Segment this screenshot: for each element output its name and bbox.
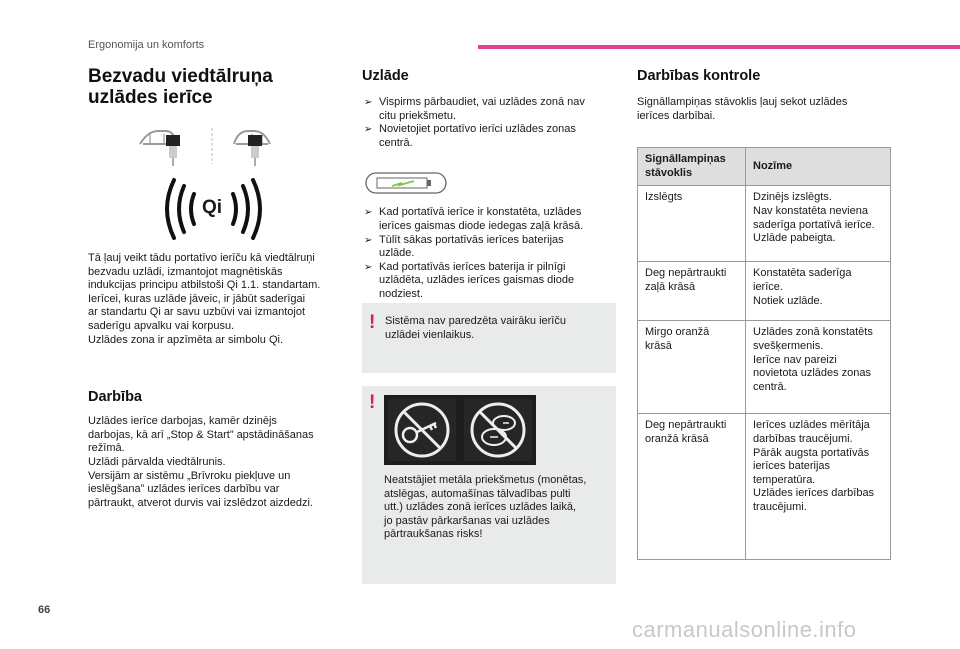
charger-led-icon [362,170,616,198]
list-item: ➢ Vispirms pārbaudiet, vai uzlādes zonā nav citu priekšmetu. [364,96,585,122]
qi-logo-text: Qi [202,197,223,218]
arrow-bullet-icon: ➢ [364,234,373,246]
control-heading: Darbības kontrole [637,68,761,84]
watermark-text: carmanualsonline.info [632,617,857,642]
table-row: Deg nepārtraukti oranžā krāsā Ierīces uzlādes mērītāja darbības traucējumi. Pārāk augsta portatīvās ierīces baterijas temperatūra. Uzlādes ierīces darbības traucējumi. [638,414,891,560]
header-meaning: Nozīme [746,148,891,186]
page-number: 66 [38,604,51,616]
intro-text: Tā ļauj veikt tādu portatīvo ierīču kā viedtālruņi bezvadu uzlādi, izmantojot magnētiskās indukcijas principu atbilstoši Qi 1.1. standartam. Ierīcei, kuras uzlāde jāveic, ir jābūt saderīgai ar standartu Qi ar savu uzbūvi vai izmantojot saderīgu apvalku vai korpusu. Uzlādes zona ir apzīmēta ar simbolu Qi. [88,252,321,346]
section-header: Ergonomija un komforts [88,39,205,51]
table-row: Izslēgts Dzinējs izslēgts. Nav konstatēta neviena saderīga portatīvā ierīce. Uzlāde pabeigta. [638,186,891,262]
column-operation-control [637,62,891,560]
list-item: ➢ Kad portatīvā ierīce ir konstatēta, uzlādes ierīces gaismas diode iedegas zaļā krāsā. [364,206,584,232]
charging-heading: Uzlāde [362,68,409,84]
list-item: ➢ Tūlīt sākas portatīvās ierīces baterijas uzlāde. [364,233,564,260]
table-row: Mirgo oranžā krāsā Uzlādes zonā konstatēts svešķermenis. Ierīce nav pareizi novietota uzlādes zonas centrā. [638,321,891,414]
dashboard-illustration [88,122,350,170]
header-accent-bar [478,45,960,49]
column-charging [362,62,616,302]
column-wireless-charger [88,62,350,510]
control-intro: Signāllampiņas stāvoklis ļauj sekot uzlādes ierīces darbībai. [637,96,848,122]
arrow-bullet-icon: ➢ [364,207,373,219]
no-metal-objects-icon [384,395,536,465]
arrow-bullet-icon: ➢ [364,97,373,108]
arrow-bullet-icon: ➢ [364,261,373,273]
indicator-table [637,147,891,560]
table-header-row [638,148,891,186]
warning-text: Sistēma nav paredzēta vairāku ierīču uzlādei vienlaikus. [385,315,566,341]
table-row: Deg nepārtraukti zaļā krāsā Konstatēta saderīga ierīce. Notiek uzlāde. [638,262,891,321]
warning-box-metal-objects [362,386,616,584]
warning-box-multiple-devices [362,303,616,373]
warning-icon: ! [369,392,376,413]
charging-steps-list [362,96,616,150]
list-item: ➢ Novietojiet portatīvo ierīci uzlādes zonas centrā. [364,123,576,149]
page-title: Bezvadu viedtālruņa uzlādes ierīce [88,66,273,108]
warning-text: Neatstājiet metāla priekšmetus (monētas, atslēgas, automašīnas tālvadības pulti utt.) uzlādes zonā ierīces uzlādes laikā, jo pastāv pārkaršanas vai uzlādes pārtraukšanas risks! [384,474,587,541]
operation-heading: Darbība [88,389,142,406]
charging-status-list [362,206,616,301]
header-state: Signāllampiņas stāvoklis [638,148,746,186]
arrow-bullet-icon: ➢ [364,124,373,136]
list-item: ➢ Kad portatīvās ierīces baterija ir pilnīgi uzlādēta, uzlādes ierīces gaismas diode nodziest. [364,260,575,300]
qi-symbol [88,178,350,240]
operation-text: Uzlādes ierīce darbojas, kamēr dzinējs darbojas, kā arī „Stop & Start” apstādināšanas režīmā. Uzlādi pārvalda viedtālrunis. Versijām ar sistēmu „Brīvroku piekļuve un ieslēgšana” uzlādes ierīces darbību var pārtraukt, atverot durvis vai izslēdzot aizdedzi. [88,415,314,509]
warning-icon: ! [369,312,376,333]
